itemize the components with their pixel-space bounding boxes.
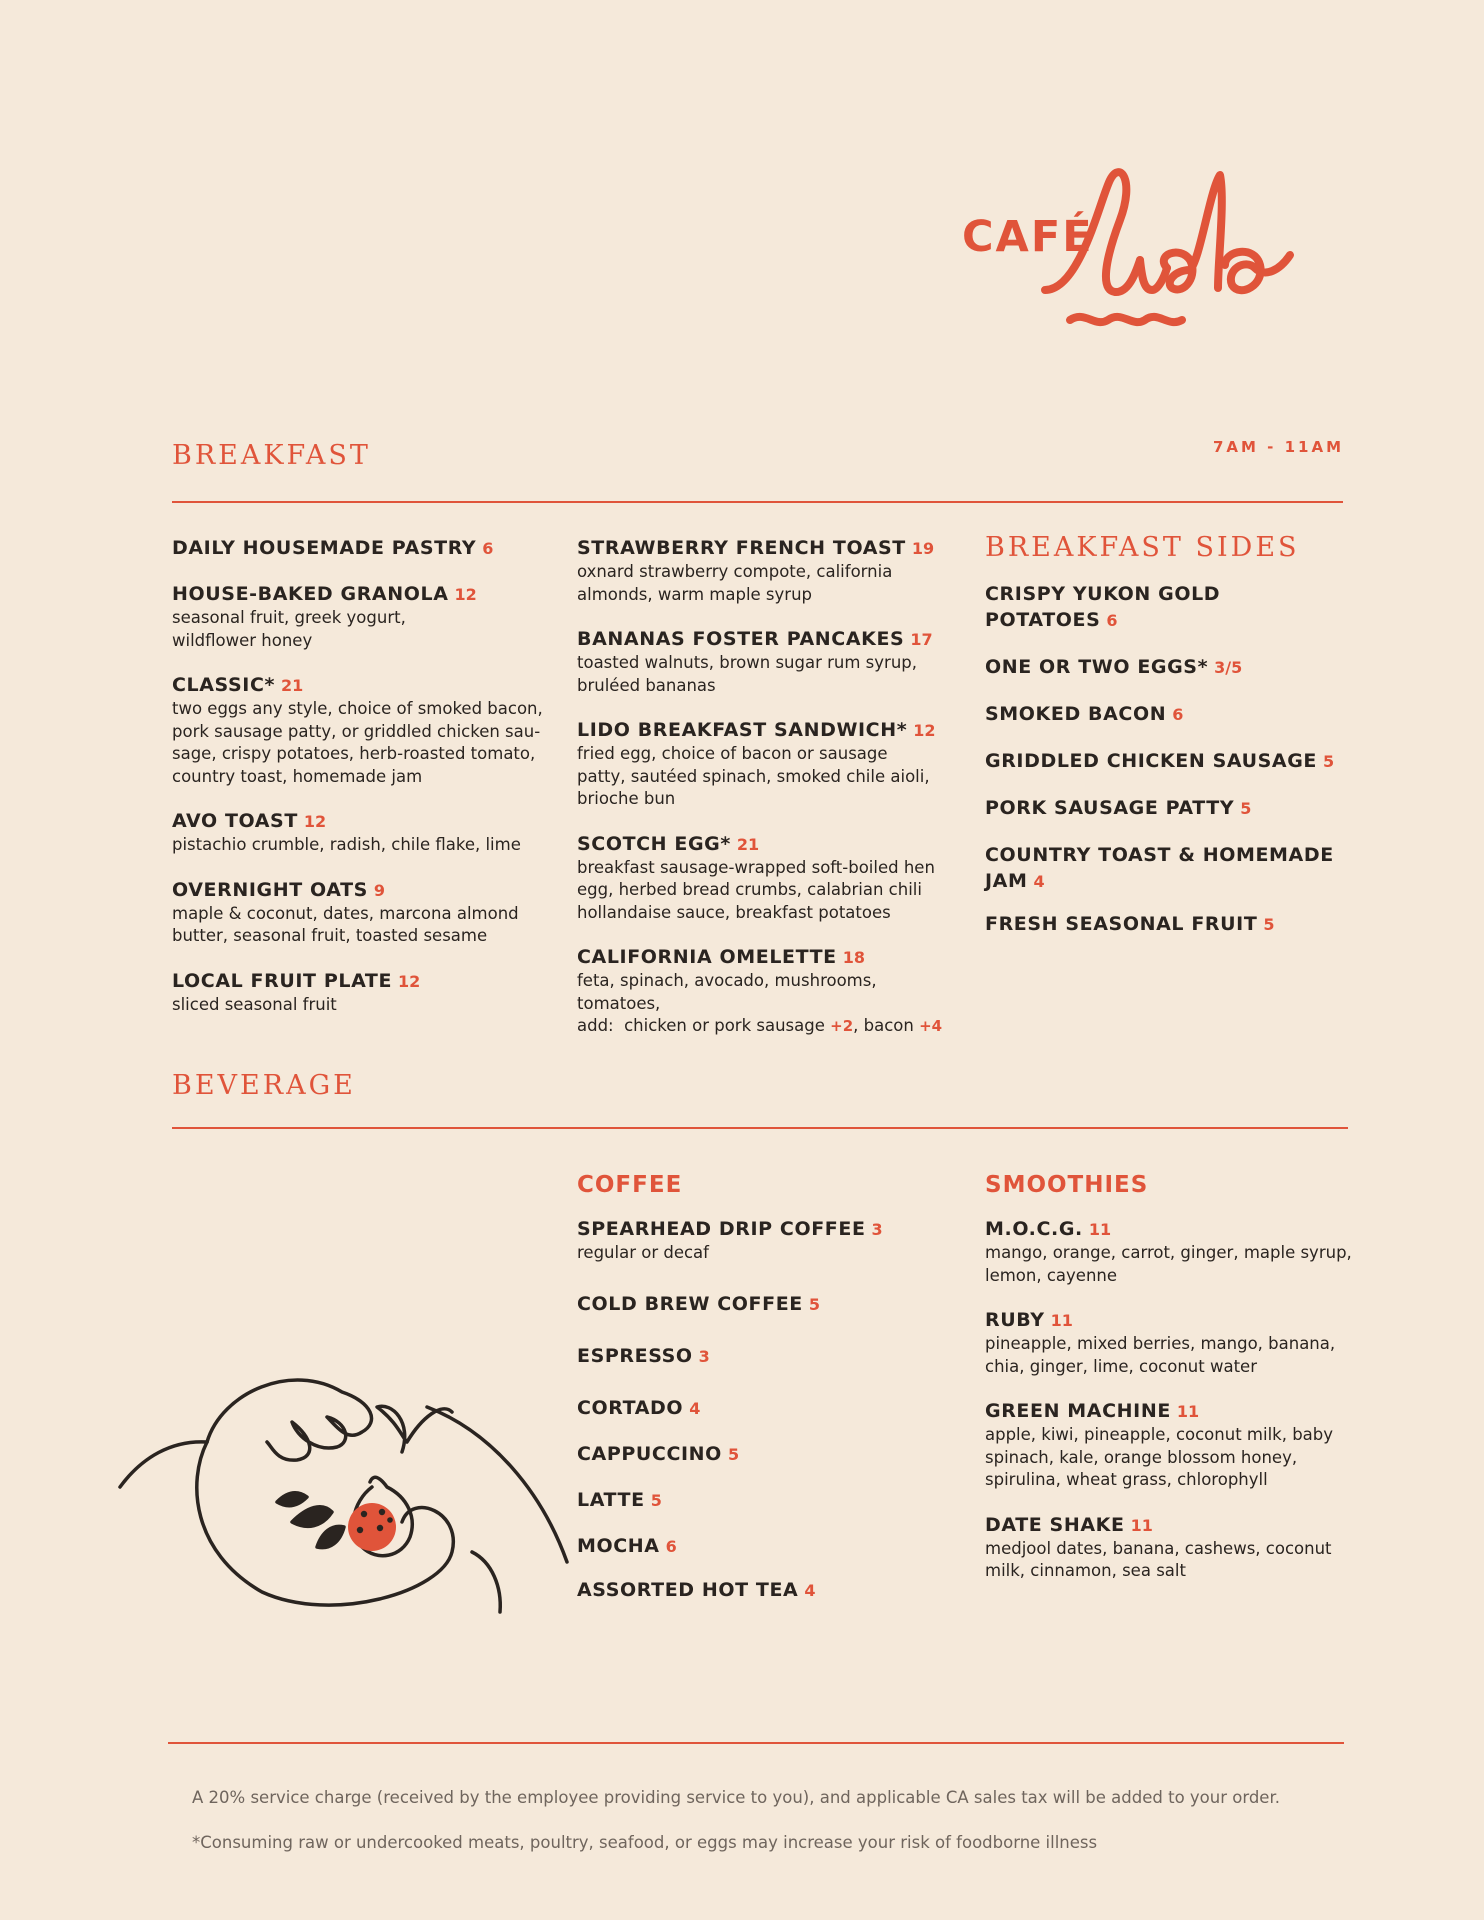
side-item — [985, 842, 1355, 894]
logo-lido-script — [1040, 160, 1300, 335]
item-name: LIDO BREAKFAST SANDWICH* — [577, 719, 908, 741]
item-name: SMOKED BACON — [985, 703, 1167, 725]
item-price: 6 — [665, 1536, 677, 1556]
item-description: oxnard strawberry compote, california almonds, warm maple syrup — [577, 562, 893, 604]
side-item — [985, 654, 1355, 680]
menu-item — [172, 581, 552, 652]
item-price: 4 — [689, 1398, 701, 1418]
coffee-title: COFFEE — [577, 1172, 683, 1198]
menu-item — [172, 968, 552, 1017]
item-description: feta, spinach, avocado, mushrooms, tomatoes, — [577, 971, 877, 1013]
item-price: 5 — [808, 1294, 821, 1314]
logo-cafe-text: CAFÉ — [962, 212, 1094, 262]
side-item — [985, 795, 1355, 821]
item-price: 18 — [842, 948, 866, 967]
smoothie-item — [985, 1307, 1355, 1378]
item-price: 4 — [1033, 872, 1045, 891]
add-on-text: , bacon — [853, 1016, 920, 1035]
side-item — [985, 911, 1355, 937]
add-on-text: add: chicken or pork sausage — [577, 1016, 831, 1035]
item-name: COLD BREW COFFEE — [577, 1292, 803, 1315]
item-description: breakfast sausage-wrapped soft-boiled hen egg, herbed bread crumbs, calabrian chili hollandaise sauce, breakfast potatoes — [577, 857, 935, 922]
item-price: 6 — [1106, 611, 1118, 630]
item-price: 5 — [727, 1444, 740, 1464]
menu-item-omelette — [577, 944, 957, 1038]
item-price: 3/5 — [1214, 658, 1243, 677]
item-price: 21 — [281, 676, 304, 695]
item-name: CAPPUCCINO — [577, 1442, 722, 1465]
item-name: LOCAL FRUIT PLATE — [172, 969, 393, 992]
side-item — [985, 581, 1355, 633]
service-charge-note: A 20% service charge (received by the employee providing service to you), and applicable CA sales tax will be added to your order. — [192, 1788, 1280, 1807]
item-price: 11 — [1050, 1311, 1073, 1330]
foodborne-illness-warning: *Consuming raw or undercooked meats, poultry, seafood, or eggs may increase your risk of foodborne illness — [192, 1833, 1098, 1852]
item-description: two eggs any style, choice of smoked bacon, pork sausage patty, or griddled chicken sau- sage, crispy potatoes, herb-roasted tomato, country toast, homemade jam — [172, 699, 543, 786]
menu-item — [577, 626, 957, 697]
item-description: apple, kiwi, pineapple, coconut milk, baby spinach, kale, orange blossom honey, spirulina, wheat grass, chlorophyll — [985, 1425, 1334, 1489]
coffee-item — [577, 1487, 957, 1513]
smoothie-item — [985, 1398, 1355, 1492]
item-price: 3 — [871, 1220, 883, 1239]
menu-item — [577, 535, 957, 606]
smoothies-title: SMOOTHIES — [985, 1172, 1149, 1198]
item-description: regular or decaf — [577, 1243, 709, 1262]
item-name: AVO TOAST — [172, 810, 298, 832]
item-description: seasonal fruit, greek yogurt, wildflower honey — [172, 608, 406, 650]
coffee-column — [577, 1172, 957, 1623]
item-name: COUNTRY TOAST & HOMEMADE JAM — [985, 844, 1334, 892]
breakfast-section-title: BREAKFAST — [172, 440, 371, 471]
item-price: 11 — [1176, 1402, 1200, 1421]
item-name: GREEN MACHINE — [985, 1400, 1171, 1422]
beverage-divider — [172, 1127, 1348, 1129]
coffee-item — [577, 1533, 957, 1559]
item-name: CORTADO — [577, 1396, 684, 1419]
item-price: 6 — [482, 539, 494, 558]
coffee-item — [577, 1395, 957, 1421]
side-item — [985, 701, 1355, 727]
menu-item — [172, 877, 552, 948]
item-price: 11 — [1130, 1515, 1153, 1535]
item-name: FRESH SEASONAL FRUIT — [985, 913, 1258, 935]
item-description: maple & coconut, dates, marcona almond butter, seasonal fruit, toasted sesame — [172, 903, 519, 945]
item-name: MOCHA — [577, 1534, 660, 1557]
item-price: 5 — [650, 1490, 662, 1510]
item-name: ASSORTED HOT TEA — [577, 1578, 799, 1601]
item-description: fried egg, choice of bacon or sausage patty, sautéed spinach, smoked chile aioli, brioche bun — [577, 744, 930, 808]
coffee-item — [577, 1343, 957, 1369]
item-name: CALIFORNIA OMELETTE — [577, 946, 837, 968]
item-price: 4 — [804, 1580, 816, 1600]
coffee-item — [577, 1577, 957, 1603]
item-description: sliced seasonal fruit — [172, 994, 337, 1014]
item-name: LATTE — [577, 1488, 645, 1511]
smoothies-column — [985, 1172, 1355, 1603]
item-name: ESPRESSO — [577, 1344, 693, 1367]
breakfast-sides-column — [985, 532, 1355, 957]
item-price: 11 — [1088, 1220, 1112, 1239]
item-price: 3 — [698, 1346, 710, 1366]
item-description: pistachio crumble, radish, chile flake, lime — [172, 835, 521, 854]
item-price: 5 — [1322, 752, 1335, 771]
item-description: toasted walnuts, brown sugar rum syrup, bruléed bananas — [577, 653, 918, 695]
menu-item — [577, 831, 957, 925]
menu-item — [172, 535, 552, 561]
side-item — [985, 748, 1355, 774]
item-price: 12 — [398, 971, 421, 991]
item-add-ons — [577, 1015, 957, 1038]
item-price: 6 — [1172, 705, 1184, 724]
footer-divider — [168, 1742, 1344, 1744]
item-name: DAILY HOUSEMADE PASTRY — [172, 537, 477, 559]
menu-item — [172, 808, 552, 857]
breakfast-column-2 — [577, 535, 957, 1058]
item-name: RUBY — [985, 1309, 1045, 1331]
breakfast-sides-title: BREAKFAST SIDES — [985, 532, 1300, 563]
item-name: PORK SAUSAGE PATTY — [985, 797, 1235, 819]
item-price: 9 — [373, 880, 386, 900]
item-name: OVERNIGHT OATS — [172, 878, 368, 901]
item-description: mango, orange, carrot, ginger, maple syrup, lemon, cayenne — [985, 1243, 1352, 1285]
item-price: 19 — [911, 539, 935, 558]
coffee-item — [577, 1441, 957, 1467]
item-description: medjool dates, banana, cashews, coconut milk, cinnamon, sea salt — [985, 1538, 1332, 1580]
menu-item — [577, 717, 957, 811]
item-name: CLASSIC* — [172, 674, 276, 696]
item-price: 12 — [913, 721, 936, 740]
item-price: 12 — [303, 812, 327, 831]
item-name: GRIDDLED CHICKEN SAUSAGE — [985, 750, 1317, 772]
item-price: 5 — [1263, 915, 1275, 934]
coffee-item — [577, 1291, 957, 1317]
item-name: M.O.C.G. — [985, 1218, 1083, 1240]
smoothie-item — [985, 1512, 1355, 1583]
item-name: SPEARHEAD DRIP COFFEE — [577, 1218, 866, 1240]
item-name: BANANAS FOSTER PANCAKES — [577, 628, 905, 650]
item-price: 21 — [736, 834, 760, 854]
item-price: 17 — [910, 630, 933, 649]
item-name: DATE SHAKE — [985, 1513, 1125, 1536]
item-name: CRISPY YUKON GOLD POTATOES — [985, 583, 1221, 631]
coffee-item — [577, 1216, 957, 1265]
add-on-price: +4 — [919, 1017, 943, 1035]
fig-illustration-icon — [112, 1362, 572, 1624]
add-on-price: +2 — [830, 1017, 854, 1035]
item-name: ONE OR TWO EGGS* — [985, 656, 1209, 678]
beverage-section-title: BEVERAGE — [172, 1070, 356, 1101]
breakfast-divider — [172, 501, 1343, 503]
item-name: HOUSE-BAKED GRANOLA — [172, 583, 449, 605]
smoothie-item — [985, 1216, 1355, 1287]
breakfast-column-1 — [172, 535, 552, 1036]
item-description: pineapple, mixed berries, mango, banana, chia, ginger, lime, coconut water — [985, 1334, 1336, 1376]
menu-item — [172, 672, 552, 788]
item-price: 12 — [454, 585, 477, 604]
item-name: STRAWBERRY FRENCH TOAST — [577, 537, 906, 559]
breakfast-hours: 7AM - 11AM — [1212, 438, 1344, 456]
item-price: 5 — [1240, 799, 1252, 818]
item-name: SCOTCH EGG* — [577, 832, 731, 855]
